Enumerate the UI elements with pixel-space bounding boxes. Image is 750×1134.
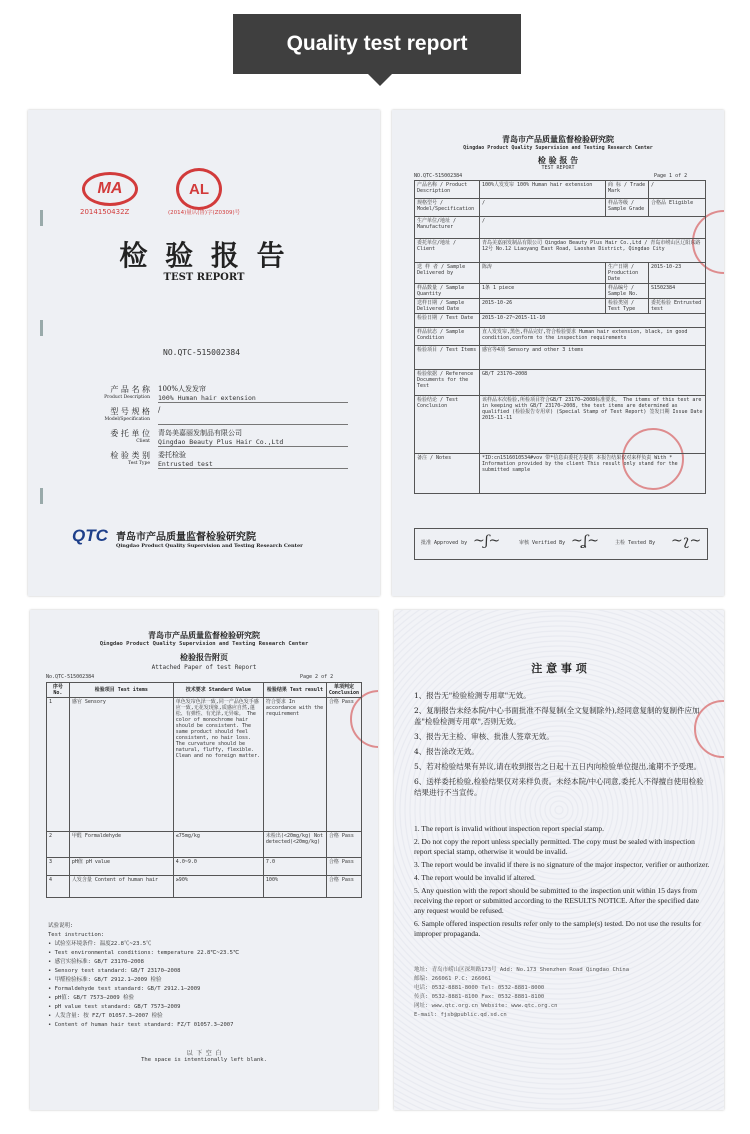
page2-report-no: No.QTC-515002384 — [46, 674, 95, 680]
note-line: Test instruction: — [48, 932, 105, 938]
qtc-logo: QTC — [72, 526, 108, 545]
cover-org-cn: 青岛市产品质量监督检验研究院 — [116, 532, 256, 543]
row-label: 样品等级 / Sample Grade — [606, 199, 649, 217]
row-label: 规格型号 / Model/Specification — [415, 199, 480, 217]
notice-cn-item: 5、若对检验结果有异议,请在收到报告之日起十五日内向检验单位提出,逾期不予受理。 — [414, 762, 702, 771]
table-row — [415, 284, 706, 299]
page1-table — [414, 180, 706, 494]
cover-org-en: Qingdao Product Quality Supervision and Testing Research Center — [116, 543, 303, 549]
field-label-en: Model/Specification — [104, 417, 150, 422]
cover-title-cn: 检 验 报 告 — [119, 239, 289, 272]
row-label: 送样日期 / Sample Delivered Date — [415, 299, 480, 314]
row-label: 样品编号 / Sample No. — [606, 284, 649, 299]
field-label-cn: 委 托 单 位 — [110, 429, 150, 438]
row-label: 检验日期 / Test Date — [415, 314, 480, 328]
cell-conclusion: 合格 Pass — [326, 832, 361, 858]
column-header: 单项判定 Conclusion — [326, 683, 361, 698]
row-value: S1502384 — [649, 284, 706, 299]
notice-cn-list — [414, 690, 710, 802]
field-value-cn: 100%人发发帘 — [158, 385, 207, 393]
approved-signature: ~ʃ~ — [473, 533, 501, 549]
table-row — [415, 370, 706, 396]
table-row — [415, 199, 706, 217]
row-value: 2015-10-23 — [649, 263, 706, 284]
row-label: 生产日期 / Production Date — [606, 263, 649, 284]
notice-cn-item: 2、复制报告未经本院/中心书面批准不得复制(全文复制除外),经同意复制的复制件应加盖"检验检测专用章",否则无效。 — [414, 706, 700, 726]
field-label-cn: 型 号 规 格 — [110, 407, 150, 416]
row-value: 2015-10-26 — [480, 299, 606, 314]
blank-notice-cn: 以 下 空 白 — [186, 1050, 222, 1057]
row-value: 合格品 Eligible — [649, 199, 706, 217]
row-value: 2015-10-27~2015-11-10 — [480, 314, 706, 328]
cell-result: 7.0 — [263, 858, 326, 876]
table-row — [47, 876, 362, 898]
table-row — [415, 181, 706, 199]
page1-page-number: Page 1 of 2 — [654, 173, 688, 179]
approved-label: 批准 Approved by — [421, 540, 468, 546]
table-row — [47, 858, 362, 876]
field-value-en: Entrusted test — [158, 460, 348, 469]
blank-notice-en: The space is intentionally left blank. — [141, 1057, 267, 1063]
cell-conclusion: 合格 Pass — [326, 858, 361, 876]
table-row — [415, 328, 706, 346]
contact-line: 传真: 0532-8881-8100 Fax: 0532-8881-8100 — [414, 994, 545, 1000]
page1-org-cn: 青岛市产品质量监督检验研究院 — [502, 134, 614, 144]
note-line: • 甲醛检验标准: GB/T 2912.1—2009 检验 — [48, 977, 162, 983]
row-label: 检验项目 / Test Items — [415, 346, 480, 370]
notice-cn-item: 3、报告无主检、审核、批准人签章无效。 — [414, 732, 554, 741]
row-value: 感官等4项 Sensory and other 3 items — [480, 346, 706, 370]
row-label: 委托单位/地址 / Client — [415, 239, 480, 263]
note-line: • 感官实验标准: GB/T 23170—2008 — [48, 959, 144, 965]
contact-line: 地址: 青岛市崂山区深圳路173号 Add: No.173 Shenzhen Road Qingdao China — [414, 967, 630, 973]
cover-title-en: TEST REPORT — [163, 272, 245, 283]
verified-signature: ~ʆ~ — [571, 533, 599, 549]
column-header: 检验结果 Test result — [263, 683, 326, 698]
page2-title-en: Attached Paper of test Report — [151, 664, 257, 671]
tested-signature: ~ʅ~ — [671, 533, 702, 549]
note-line: 试验说明: — [48, 923, 74, 929]
notice-en-item: 6. Sample offered inspection results refer only to the sample(s) tested. Do not use the results for improper propaganda. — [414, 919, 702, 938]
table-row — [415, 239, 706, 263]
cell-conclusion: 合格 Pass — [326, 698, 361, 832]
field-value-en: Qingdao Beauty Plus Hair Co.,Ltd — [158, 438, 348, 447]
note-line: • 人发含量: 按 FZ/T 01057.3—2007 检验 — [48, 1013, 163, 1019]
field-value-cn: 青岛美嘉丽发制品有限公司 — [158, 429, 242, 437]
page2-page-number: Page 2 of 2 — [300, 674, 334, 680]
notice-en-item: 1. The report is invalid without inspection report special stamp. — [414, 824, 605, 833]
cell-item: pH值 pH value — [69, 858, 173, 876]
row-value: 陈涛 — [480, 263, 606, 284]
row-label: 商 标 / Trade Mark — [606, 181, 649, 199]
field-value-en: 100% Human hair extension — [158, 394, 348, 403]
report-attached-page — [30, 610, 378, 1110]
table-row — [415, 454, 706, 494]
contact-line: 邮编: 266061 P.C: 266061 — [414, 976, 492, 982]
table-header-row — [47, 683, 362, 698]
row-value: *ID:cn1516010534#vov 带*信息由委托方提供 本报告结果仅对来样负责 With * Information provided by the client This result only stand for the submitted sample — [480, 454, 706, 494]
field-label-cn: 检 验 类 别 — [110, 451, 150, 460]
row-label: 检验依据 / Reference Documents for the Test — [415, 370, 480, 396]
field-underline — [158, 424, 348, 425]
field-value-cn: / — [158, 406, 161, 414]
cell-item: 感官 Sensory — [69, 698, 173, 832]
row-value: / — [480, 217, 706, 239]
row-value: 100%人发发帘 100% Human hair extension — [480, 181, 606, 199]
row-value: / — [480, 199, 606, 217]
table-row — [415, 299, 706, 314]
note-line: • 试验室环境条件: 温度22.8℃~23.5℃ — [48, 941, 152, 947]
cell-no: 4 — [47, 876, 70, 898]
page2-title-cn: 检验报告附页 — [180, 652, 228, 662]
field-label-en: Product Description — [104, 395, 150, 400]
tested-label: 主检 Tested By — [615, 540, 656, 546]
note-line: • Content of human hair test standard: FZ/T 01057.3—2007 — [48, 1022, 234, 1028]
contact-line: 电话: 0532-8881-8000 Tel: 0532-8881-8000 — [414, 985, 545, 991]
cell-no: 1 — [47, 698, 70, 832]
field-value-cn: 委托检验 — [158, 451, 186, 459]
cell-standard: 单色发帘色泽一致,同一产品色发手感应一致,无花发现象,质感应自然,蓬松、有弹性、有光泽,无异味。 The color of monochrome hair should be consistent. The same product should feel consistent, no hair loss. The curvature should be natural, fluffy, flexible. Clean and no foreign matter. — [173, 698, 263, 832]
cell-result: 未检出(<20mg/kg) Not detected(<20mg/kg) — [263, 832, 326, 858]
table-row — [47, 698, 362, 832]
row-label: 样品数量 / Sample Quantity — [415, 284, 480, 299]
notice-cn-item: 6、送样委托检验,检验结果仅对来样负责。未经本院/中心同意,委托人不得擅自使用检验结果进行不当宣传。 — [414, 777, 704, 797]
cell-no: 2 — [47, 832, 70, 858]
notice-en-item: 3. The report would be invalid if there is no signature of the major inspector, verifier or authorizer. — [414, 860, 710, 869]
cover-field-client — [80, 428, 350, 450]
report-cover-page — [28, 110, 380, 596]
banner — [233, 14, 521, 74]
notice-en-item: 2. Do not copy the report unless specially permitted. The copy must be sealed with inspection report special stamp, otherwise it would be invalid. — [414, 837, 695, 856]
cover-field-test-type — [80, 450, 350, 472]
cell-conclusion: 合格 Pass — [326, 876, 361, 898]
field-label-en: Test Type — [128, 461, 150, 466]
table-row — [415, 396, 706, 454]
page1-title-en: TEST REPORT — [541, 165, 575, 171]
row-value: 1条 1 piece — [480, 284, 606, 299]
row-label: 备注 / Notes — [415, 454, 480, 494]
cell-standard: 4.0~9.0 — [173, 858, 263, 876]
test-notes — [48, 922, 368, 1030]
cover-field-model — [80, 406, 350, 428]
cal-logo — [176, 168, 222, 210]
row-value: 直人发发帘,黑色,样品完好,符合检验要求 Human hair extension, black, in good condition,conform to the inspection requirements — [480, 328, 706, 346]
table-row — [415, 346, 706, 370]
ma-number: 2014150432Z — [80, 208, 130, 216]
contact-line: 网址: www.qtc.org.cn Website: www.qtc.org.cn — [414, 1003, 558, 1009]
column-header: 技术要求 Standard Value — [173, 683, 263, 698]
row-value: GB/T 23170—2008 — [480, 370, 706, 396]
punch-hole — [40, 488, 43, 504]
notice-page — [394, 610, 724, 1110]
notice-contact — [414, 966, 710, 1020]
contact-line: E-mail: fjsb@public.qd.sd.cn — [414, 1012, 507, 1018]
row-label: 检验类别 / Test Type — [606, 299, 649, 314]
notice-cn-item: 1、报告无"检验检测专用章"无效。 — [414, 691, 531, 700]
cal-logo-text: AL — [189, 180, 209, 198]
cell-no: 3 — [47, 858, 70, 876]
cell-result: 100% — [263, 876, 326, 898]
row-label: 样品状态 / Sample Condition — [415, 328, 480, 346]
cell-result: 符合要求 In accordance with the requirement — [263, 698, 326, 832]
row-value: / — [649, 181, 706, 199]
row-value: 该样品本次检验,所检项目符合GB/T 23170—2008标准要求。 The items of this test are in keeping with GB/T 23170—2008, the test items are determined as qualified (检验报告专用章) (Special Stamp of Test Report) 签发日期 Issue Date 2015-11-11 — [480, 396, 706, 454]
table-row — [415, 217, 706, 239]
cover-report-no: NO.QTC-515002384 — [163, 348, 241, 357]
field-label-cn: 产 品 名 称 — [110, 385, 150, 394]
note-line: • pH值: GB/T 7573—2009 检验 — [48, 995, 135, 1001]
table-row — [47, 832, 362, 858]
punch-hole — [40, 320, 43, 336]
page2-org-en: Qingdao Product Quality Supervision and Testing Research Center — [99, 641, 309, 647]
page2-table — [46, 682, 362, 898]
field-label-en: Client — [136, 439, 150, 444]
banner-arrow — [368, 74, 392, 86]
ma-logo-text: MA — [97, 180, 123, 197]
note-line: • pH value test standard: GB/T 7573—2009 — [48, 1004, 181, 1010]
cal-text: (2014)量认(鲁)字(Z0309)号 — [168, 210, 241, 216]
row-value: 青岛美嘉丽发制品有限公司 Qingdao Beauty Plus Hair Co.,Ltd / 青岛市崂山区辽阳东路12号 No.12 Liaoyang East Road, Laoshan District, Qingdao City — [480, 239, 706, 263]
notice-cn-item: 4、报告涂改无效。 — [414, 747, 479, 756]
verified-label: 审核 Verified By — [519, 540, 566, 546]
note-line: • Formaldehyde test standard: GB/T 2912.1—2009 — [48, 986, 201, 992]
ma-logo — [82, 172, 138, 206]
note-line: • Sensory test standard: GB/T 23170—2008 — [48, 968, 181, 974]
signature-row — [414, 528, 708, 560]
cell-standard: ≤75mg/kg — [173, 832, 263, 858]
page1-report-no: NO.QTC-515002384 — [414, 173, 463, 179]
note-line: • Test environmental conditions: temperature 22.8℃~23.5℃ — [48, 950, 240, 956]
notice-en-item: 5. Any question with the report should be submitted to the inspection unit within 15 days from receiving the report or submitted according to the RESULTS NOTICE. After the specified date any request would be refused. — [414, 886, 700, 915]
report-page-1 — [392, 110, 724, 596]
cell-standard: ≥90% — [173, 876, 263, 898]
row-value: 委托检验 Entrusted test — [649, 299, 706, 314]
page1-title-cn: 检 验 报 告 — [537, 155, 579, 165]
row-label: 产品名称 / Product Description — [415, 181, 480, 199]
cover-field-product — [80, 384, 350, 406]
notice-en-item: 4. The report would be invalid if altered. — [414, 873, 536, 882]
table-row — [415, 314, 706, 328]
column-header: 检验项目 Test items — [69, 683, 173, 698]
cell-item: 甲醛 Formaldehyde — [69, 832, 173, 858]
banner-title: Quality test report — [286, 32, 468, 55]
table-row — [415, 263, 706, 284]
page1-org-en: Qingdao Product Quality Supervision and Testing Research Center — [463, 145, 653, 151]
row-label: 检验结论 / Test Conclusion — [415, 396, 480, 454]
punch-hole — [40, 210, 43, 226]
row-label: 生产单位/地址 / Manufacturer — [415, 217, 480, 239]
cell-item: 人发含量 Content of human hair — [69, 876, 173, 898]
notice-en-list — [414, 824, 710, 942]
row-label: 送 样 者 / Sample Delivered by — [415, 263, 480, 284]
notice-title: 注 意 事 项 — [531, 662, 587, 675]
column-header: 序号 No. — [47, 683, 70, 698]
page2-org-cn: 青岛市产品质量监督检验研究院 — [148, 630, 260, 640]
